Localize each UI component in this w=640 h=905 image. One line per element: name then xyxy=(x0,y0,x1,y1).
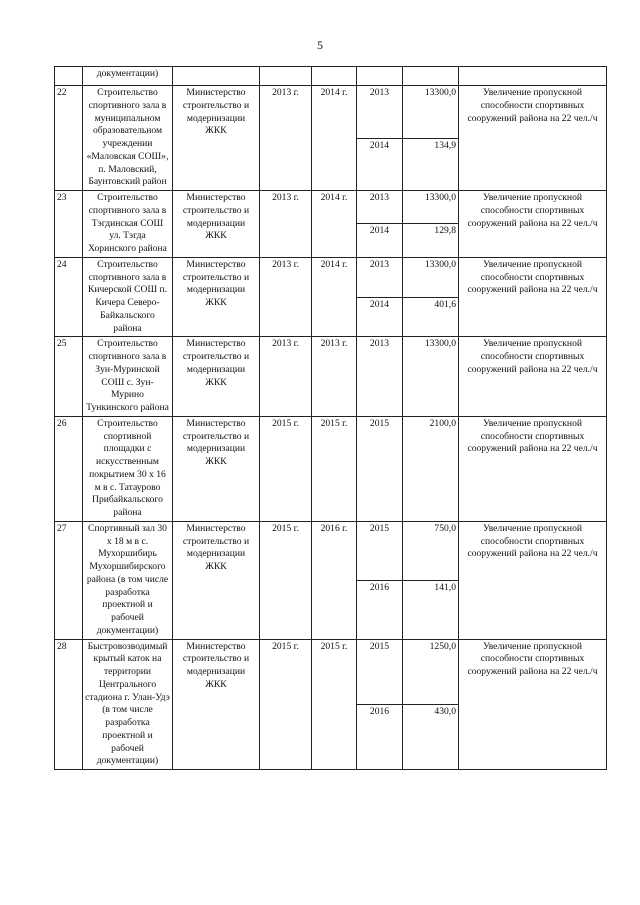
cell-funding-amount: 13300,0 xyxy=(403,337,459,417)
cell-funding-year: 2015 xyxy=(357,639,403,704)
cell-funding-year: 2013 xyxy=(357,257,403,297)
cell-result: Увеличение пропускной способности спортивных сооружений района на 22 чел./ч xyxy=(459,416,607,521)
cell-start: 2015 г. xyxy=(260,416,312,521)
cell-result: Увеличение пропускной способности спортивных сооружений района на 22 чел./ч xyxy=(459,337,607,417)
cell-funding-amount: 13300,0 xyxy=(403,191,459,224)
cell-customer: Министерство строительство и модернизации ЖКК xyxy=(173,257,260,337)
continuation-row xyxy=(55,67,607,86)
cell-funding-year: 2014 xyxy=(357,224,403,257)
cell-num: 25 xyxy=(55,337,83,417)
cell-customer: Министерство строительство и модернизации ЖКК xyxy=(173,86,260,191)
cell-funding-amount: 430,0 xyxy=(403,704,459,769)
cell-start: 2015 г. xyxy=(260,639,312,770)
table-row xyxy=(55,416,607,521)
cell-funding-amount: 2100,0 xyxy=(403,416,459,521)
table-row xyxy=(55,191,607,224)
cell-funding-amount: 129,8 xyxy=(403,224,459,257)
cell-customer xyxy=(173,67,260,86)
cell-start xyxy=(260,67,312,86)
cell-result: Увеличение пропускной способности спортивных сооружений района на 22 чел./ч xyxy=(459,521,607,639)
cell-funding-amount: 1250,0 xyxy=(403,639,459,704)
cell-object: Быстровозводимый крытый каток на территории Центрального стадиона г. Улан-Удэ (в том числе разработка проектной и рабочей документации) xyxy=(83,639,173,770)
cell-object: Строительство спортивного зала в Зун-Муринской СОШ с. Зун-Мурино Тункинского района xyxy=(83,337,173,417)
cell-funding-year: 2015 xyxy=(357,416,403,521)
cell-funding-amount: 13300,0 xyxy=(403,86,459,139)
cell-funding-year: 2016 xyxy=(357,704,403,769)
cell-start: 2013 г. xyxy=(260,257,312,337)
cell-object: Строительство спортивного зала в Кичерской СОШ п. Кичера Северо-Байкальского района xyxy=(83,257,173,337)
cell-funding-year: 2014 xyxy=(357,297,403,337)
cell-result: Увеличение пропускной способности спортивных сооружений района на 22 чел./ч xyxy=(459,86,607,191)
cell-start: 2013 г. xyxy=(260,191,312,258)
table-row xyxy=(55,337,607,417)
cell-object: Спортивный зал 30 х 18 м в с. Мухоршибирь Мухоршибирского района (в том числе разработка проектной и рабочей документации) xyxy=(83,521,173,639)
cell-funding-amount: 401,6 xyxy=(403,297,459,337)
cell-funding-year: 2013 xyxy=(357,191,403,224)
cell-end: 2014 г. xyxy=(312,191,357,258)
cell-num: 28 xyxy=(55,639,83,770)
cell-num: 27 xyxy=(55,521,83,639)
cell-start: 2013 г. xyxy=(260,86,312,191)
cell-object: документации) xyxy=(83,67,173,86)
cell-result xyxy=(459,67,607,86)
cell-end: 2015 г. xyxy=(312,416,357,521)
cell-funding-year xyxy=(357,67,403,86)
table-row xyxy=(55,257,607,297)
cell-funding-year: 2015 xyxy=(357,521,403,580)
cell-object: Строительство спортивной площадки с искусственным покрытием 30 х 16 м в с. Татаурово Прибайкальского района xyxy=(83,416,173,521)
table-row xyxy=(55,639,607,704)
cell-start: 2013 г. xyxy=(260,337,312,417)
cell-num: 26 xyxy=(55,416,83,521)
cell-num: 23 xyxy=(55,191,83,258)
cell-funding-year: 2013 xyxy=(357,86,403,139)
cell-end: 2016 г. xyxy=(312,521,357,639)
cell-result: Увеличение пропускной способности спортивных сооружений района на 22 чел./ч xyxy=(459,191,607,258)
cell-funding-amount: 13300,0 xyxy=(403,257,459,297)
cell-funding-amount: 141,0 xyxy=(403,580,459,639)
cell-end: 2014 г. xyxy=(312,86,357,191)
cell-customer: Министерство строительство и модернизации ЖКК xyxy=(173,191,260,258)
cell-funding-amount: 134,9 xyxy=(403,138,459,191)
cell-customer: Министерство строительство и модернизации ЖКК xyxy=(173,337,260,417)
cell-object: Строительство спортивного зала в Тэгдинская СОШ ул. Тэгда Хоринского района xyxy=(83,191,173,258)
cell-end: 2015 г. xyxy=(312,639,357,770)
table-row xyxy=(55,521,607,580)
cell-num xyxy=(55,67,83,86)
cell-result: Увеличение пропускной способности спортивных сооружений района на 22 чел./ч xyxy=(459,639,607,770)
cell-object: Строительство спортивного зала в муниципальном образовательном учреждении «Маловская СОШ», п. Маловский, Баунтовский район xyxy=(83,86,173,191)
cell-funding-year: 2016 xyxy=(357,580,403,639)
program-table xyxy=(54,66,607,770)
cell-customer: Министерство строительство и модернизации ЖКК xyxy=(173,639,260,770)
page-number: 5 xyxy=(317,38,323,52)
cell-funding-amount: 750,0 xyxy=(403,521,459,580)
table-row xyxy=(55,86,607,139)
cell-result: Увеличение пропускной способности спортивных сооружений района на 22 чел./ч xyxy=(459,257,607,337)
cell-funding-year: 2014 xyxy=(357,138,403,191)
cell-customer: Министерство строительство и модернизации ЖКК xyxy=(173,416,260,521)
cell-end: 2014 г. xyxy=(312,257,357,337)
cell-num: 24 xyxy=(55,257,83,337)
cell-end xyxy=(312,67,357,86)
cell-start: 2015 г. xyxy=(260,521,312,639)
table-body xyxy=(55,67,607,770)
cell-funding-amount xyxy=(403,67,459,86)
cell-end: 2013 г. xyxy=(312,337,357,417)
cell-customer: Министерство строительство и модернизации ЖКК xyxy=(173,521,260,639)
cell-funding-year: 2013 xyxy=(357,337,403,417)
cell-num: 22 xyxy=(55,86,83,191)
